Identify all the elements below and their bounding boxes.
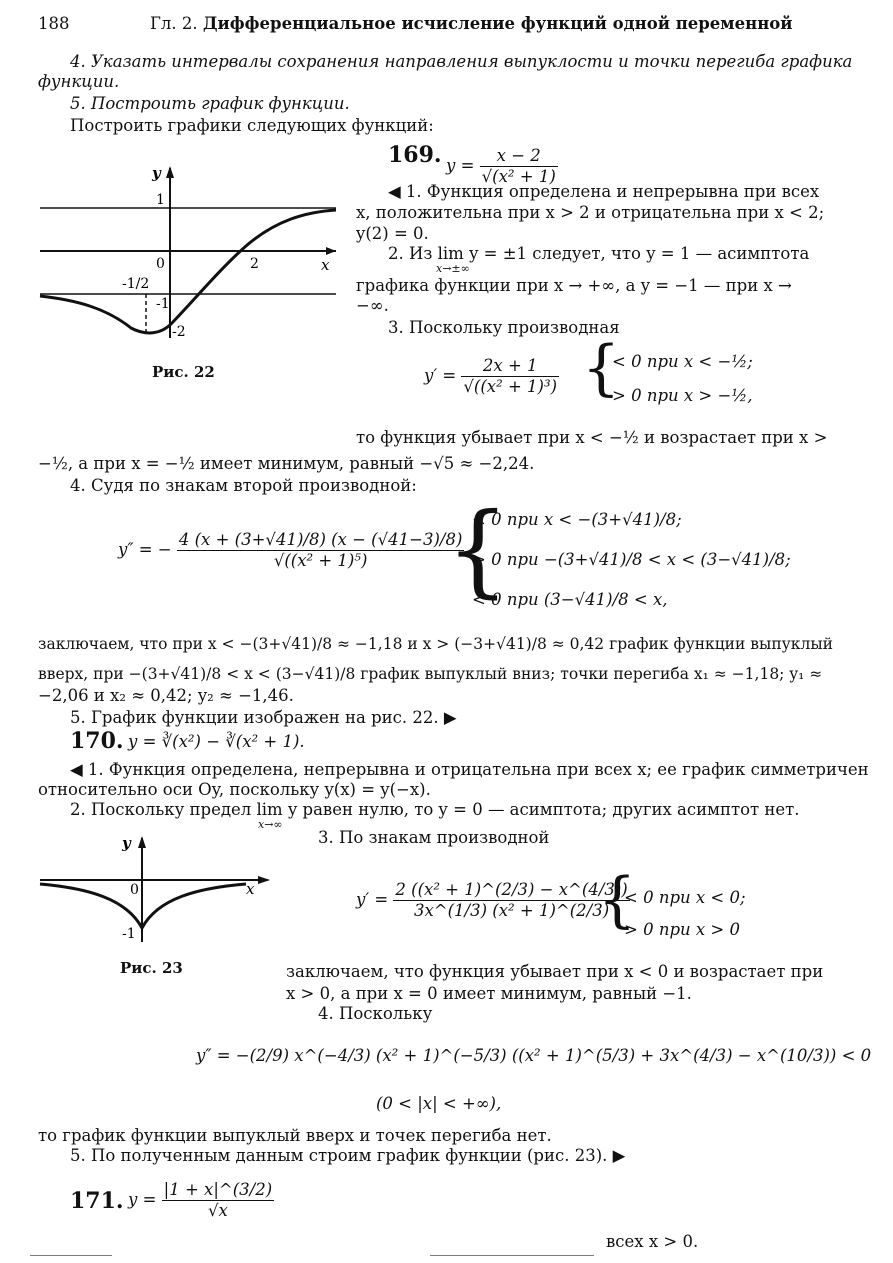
formula-numerator: |1 + x|^(3/2) bbox=[163, 1180, 273, 1199]
p170-d1-case2: > 0 при x > 0 bbox=[624, 920, 740, 939]
derivative-fraction bbox=[393, 880, 629, 921]
p169-s2-line1: 2. Из lim y = ±1 следует, что y = 1 — асимптота bbox=[388, 244, 810, 263]
derivative-fraction bbox=[461, 356, 559, 397]
cases-brace-2: { bbox=[446, 491, 510, 608]
p169-derivative bbox=[424, 356, 559, 397]
p169-d2-case1: < 0 при x < −(3+√41)/8; bbox=[472, 510, 682, 529]
derivative-lhs: y′ = bbox=[424, 366, 457, 385]
formula-fraction bbox=[480, 146, 558, 187]
formula-denominator: √x bbox=[207, 1201, 228, 1220]
problem-171-number: 171. bbox=[70, 1188, 124, 1214]
derivative-denominator: 3x^(1/3) (x² + 1)^(2/3) bbox=[413, 901, 610, 920]
second-derivative-denominator: √((x² + 1)⁵) bbox=[273, 551, 368, 570]
p169-d1-case1: < 0 при x < −½; bbox=[612, 352, 753, 371]
derivative-lhs: y′ = bbox=[356, 890, 389, 909]
p170-d1-case1: < 0 при x < 0; bbox=[624, 888, 746, 907]
p170-s4-line2: то график функции выпуклый вверх и точек перегиба нет. bbox=[38, 1126, 552, 1145]
cases-brace: { bbox=[582, 333, 621, 403]
y-axis-arrow-icon bbox=[138, 836, 146, 848]
axis-y-label: y bbox=[122, 834, 131, 852]
p170-derivative bbox=[356, 880, 630, 921]
link-underline-left[interactable] bbox=[30, 1255, 112, 1256]
tick-two: 2 bbox=[250, 256, 259, 272]
formula-lhs: y = bbox=[446, 156, 475, 175]
intro-lead: Построить графики следующих функций: bbox=[70, 116, 434, 135]
tick-minus-two: -2 bbox=[172, 324, 186, 340]
p169-d2-case2: > 0 при −(3+√41)/8 < x < (3−√41)/8; bbox=[472, 550, 791, 569]
formula-numerator: x − 2 bbox=[480, 146, 558, 167]
p169-s4-line2: заключаем, что при x < −(3+√41)/8 ≈ −1,18 и x > (−3+√41)/8 ≈ 0,42 график функции выпуклый bbox=[38, 635, 833, 653]
axis-x-label: x bbox=[321, 256, 330, 274]
p170-s2: 2. Поскольку предел lim y равен нулю, то y = 0 — асимптота; других асимптот нет. bbox=[70, 800, 800, 819]
second-derivative-lhs: y″ = − bbox=[118, 540, 172, 559]
p169-s3: 3. Поскольку производная bbox=[388, 318, 620, 337]
p169-d2-case3: < 0 при (3−√41)/8 < x, bbox=[472, 590, 668, 609]
axis-x-label: x bbox=[246, 880, 255, 898]
tick-minus-one: -1 bbox=[156, 296, 170, 312]
formula-denominator: √(x² + 1) bbox=[481, 167, 556, 186]
derivative-numerator: 2x + 1 bbox=[461, 356, 559, 377]
tick-one: 1 bbox=[156, 192, 165, 208]
p171-tail: всех x > 0. bbox=[606, 1232, 699, 1251]
cases-brace-3: { bbox=[598, 865, 637, 935]
intro-step5: 5. Построить график функции. bbox=[70, 94, 350, 113]
formula-fraction bbox=[162, 1180, 275, 1221]
derivative-numerator: 2 ((x² + 1)^(2/3) − x^(4/3)) bbox=[395, 880, 628, 899]
intro-step4-line1: 4. Указать интервалы сохранения направления выпуклости и точки перегиба графика bbox=[70, 52, 853, 71]
p170-s1-line2: относительно оси Oy, поскольку y(x) = y(−x). bbox=[38, 780, 431, 799]
p170-s5: 5. По полученным данным строим график функции (рис. 23). ▶ bbox=[70, 1146, 626, 1165]
p169-s3-line3: −½, а при x = −½ имеет минимум, равный −√5 ≈ −2,24. bbox=[38, 454, 535, 473]
p169-d1-case2: > 0 при x > −½, bbox=[612, 386, 753, 405]
p170-s3-line3: x > 0, а при x = 0 имеет минимум, равный −1. bbox=[286, 984, 692, 1003]
p169-s1-line2: x, положительна при x > 2 и отрицательна при x < 2; bbox=[356, 203, 825, 222]
tick-minus-one: -1 bbox=[122, 926, 136, 942]
second-derivative-fraction bbox=[177, 530, 465, 571]
p170-second-derivative-domain: (0 < |x| < +∞), bbox=[376, 1094, 502, 1113]
problem-171-formula bbox=[128, 1180, 274, 1221]
p170-s3: 3. По знакам производной bbox=[318, 828, 550, 847]
p169-s3-line2: то функция убывает при x < −½ и возрастает при x > bbox=[356, 428, 828, 447]
running-title-prefix: Гл. 2. bbox=[150, 14, 198, 33]
p169-s2-line2: графика функции при x → +∞, а y = −1 — при x → bbox=[356, 276, 792, 295]
tick-zero: 0 bbox=[130, 882, 139, 898]
p169-s2-limit: x→±∞ bbox=[436, 262, 470, 275]
p169-s1-line1: ◀ 1. Функция определена и непрерывна при всех bbox=[388, 182, 820, 201]
figure-23-caption: Рис. 23 bbox=[120, 959, 183, 977]
p170-s3-line2: заключаем, что функция убывает при x < 0 и возрастает при bbox=[286, 962, 824, 981]
tick-zero: 0 bbox=[156, 256, 165, 272]
x-axis-arrow-icon bbox=[326, 247, 336, 255]
figure-23 bbox=[36, 832, 276, 952]
function-curve bbox=[40, 210, 336, 333]
intro-step4-line2: функции. bbox=[38, 72, 120, 91]
problem-170-formula: y = ∛(x²) − ∛(x² + 1). bbox=[128, 732, 305, 751]
running-title bbox=[150, 14, 793, 34]
p169-s1-line3: y(2) = 0. bbox=[356, 224, 429, 243]
formula-lhs: y = bbox=[128, 1190, 157, 1209]
p169-s2-line3: −∞. bbox=[356, 296, 389, 315]
figure-22 bbox=[36, 158, 346, 388]
x-axis-arrow-icon bbox=[258, 876, 270, 884]
problem-169-number: 169. bbox=[388, 142, 442, 168]
p170-s2-limit: x→∞ bbox=[258, 818, 283, 831]
axis-y-label: y bbox=[152, 164, 161, 182]
p169-second-derivative bbox=[118, 530, 464, 571]
page-number: 188 bbox=[38, 14, 70, 33]
tick-minus-half: -1/2 bbox=[122, 276, 150, 292]
problem-170-number: 170. bbox=[70, 728, 124, 754]
problem-169-formula bbox=[446, 146, 558, 187]
running-title-text: Дифференциальное исчисление функций одной переменной bbox=[202, 14, 793, 33]
p169-s4: 4. Судя по знакам второй производной: bbox=[70, 476, 417, 495]
p169-s5: 5. График функции изображен на рис. 22. ▶ bbox=[70, 708, 457, 727]
second-derivative-numerator: 4 (x + (3+√41)/8) (x − (√41−3)/8) bbox=[178, 530, 463, 549]
p169-s4-line4: −2,06 и x₂ ≈ 0,42; y₂ ≈ −1,46. bbox=[38, 686, 294, 705]
p170-s1-line1: ◀ 1. Функция определена, непрерывна и отрицательна при всех x; ее график симметричен bbox=[70, 760, 869, 779]
link-underline-right[interactable] bbox=[430, 1255, 594, 1256]
y-axis-arrow-icon bbox=[166, 166, 174, 178]
p170-s4: 4. Поскольку bbox=[318, 1004, 433, 1023]
p169-s4-line3: вверх, при −(3+√41)/8 < x < (3−√41)/8 график выпуклый вниз; точки перегиба x₁ ≈ −1,18; y₁ ≈ bbox=[38, 665, 823, 683]
figure-22-caption: Рис. 22 bbox=[152, 363, 215, 381]
p170-second-derivative: y″ = −(2/9) x^(−4/3) (x² + 1)^(−5/3) ((x² + 1)^(5/3) + 3x^(4/3) − x^(10/3)) < 0 bbox=[196, 1046, 872, 1065]
derivative-denominator: √((x² + 1)³) bbox=[463, 377, 558, 396]
